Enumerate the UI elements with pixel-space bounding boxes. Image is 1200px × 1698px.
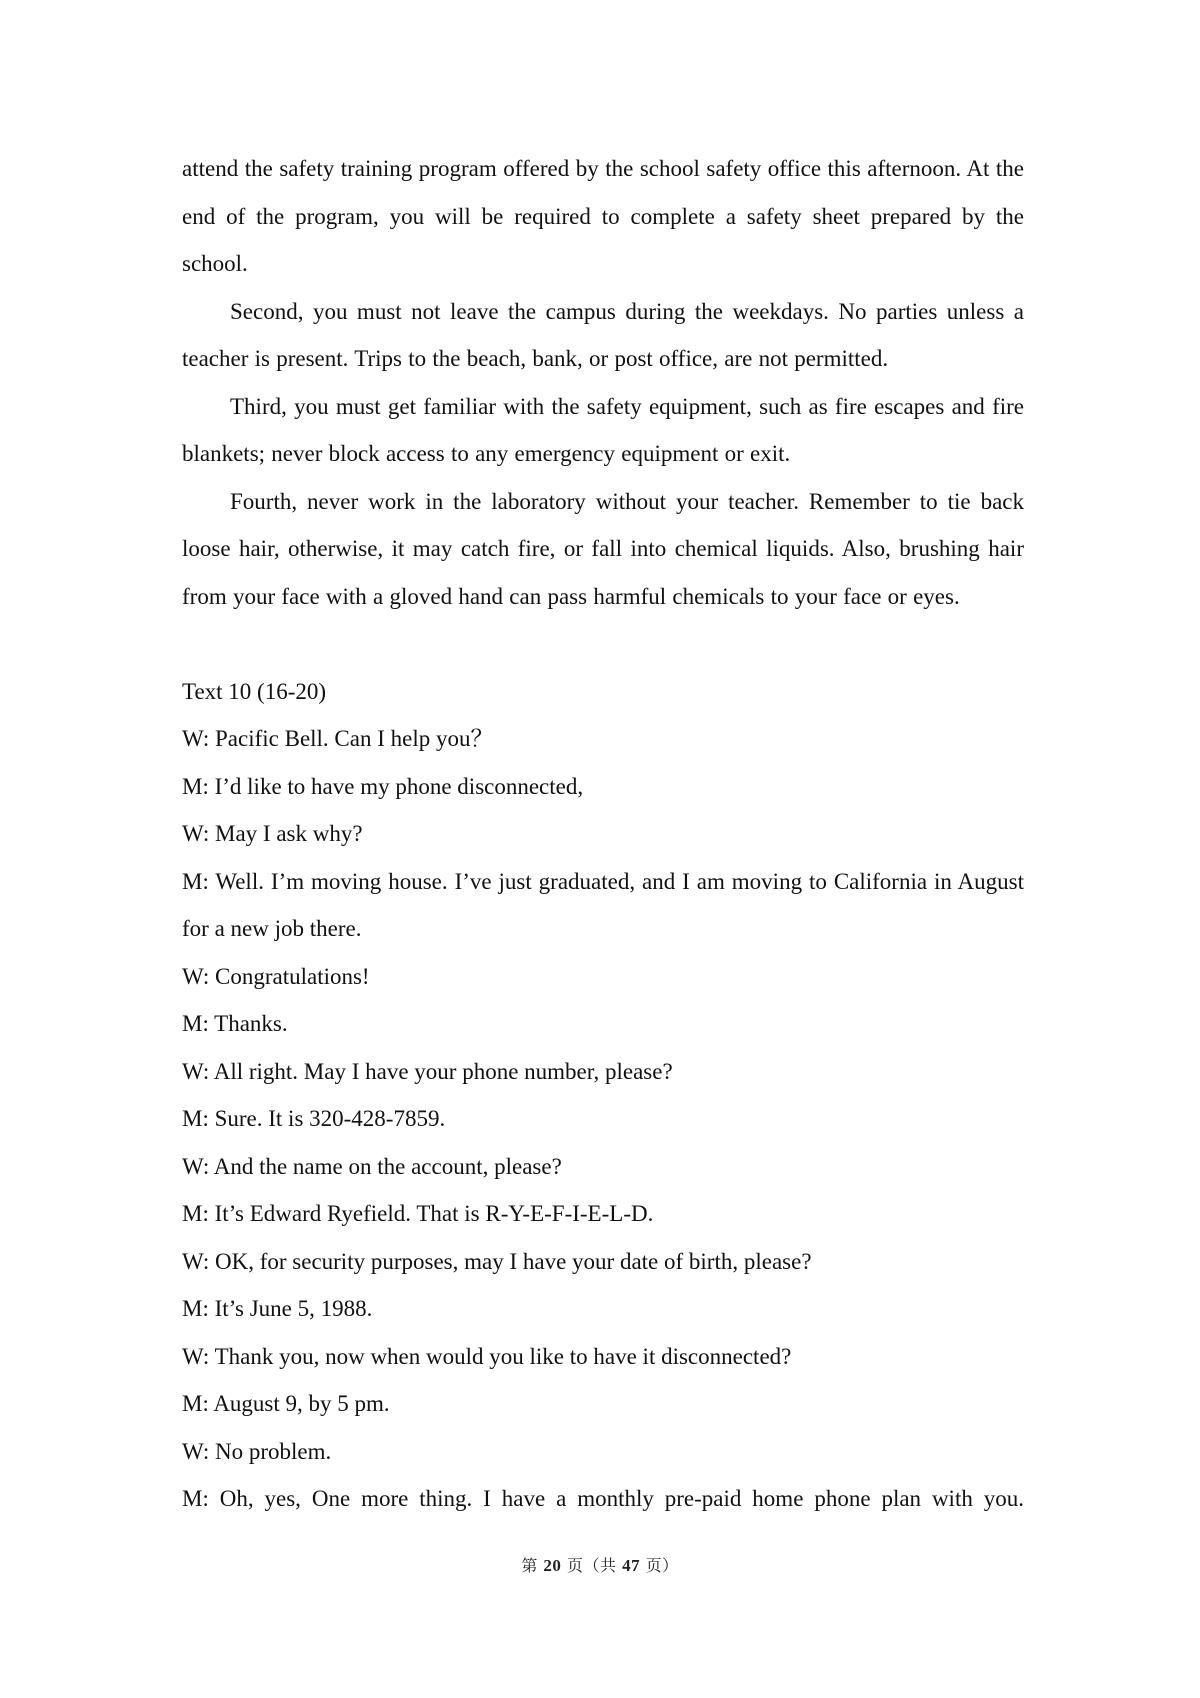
page-footer xyxy=(0,1553,1200,1576)
dialogue-line: M: Well. I’m moving house. I’ve just graduated, and I am moving to California in August for a new job there. xyxy=(182,868,1024,941)
text-heading: Text 10 (16-20) xyxy=(182,678,327,704)
dialogue-line: W: Pacific Bell. Can I help you？ xyxy=(182,726,494,751)
dialogue-line: M: Sure. It is 320-428-7859. xyxy=(182,1106,446,1131)
footer-prefix: 第 xyxy=(521,1556,544,1575)
paragraph-safety-training: attend the safety training program offered by the school safety office this afternoon. At the end of the program, you will be required to complete a safety sheet prepared by the school. xyxy=(182,156,1024,276)
footer-middle: 页（共 xyxy=(561,1556,623,1575)
page-body xyxy=(182,145,1024,1523)
dialogue-line: W: No problem. xyxy=(182,1438,332,1464)
dialogue-line: M: Thanks. xyxy=(182,1011,288,1036)
footer-total-pages: 47 xyxy=(622,1556,641,1575)
footer-suffix: 页） xyxy=(640,1556,679,1575)
dialogue-line: W: And the name on the account, please? xyxy=(182,1153,562,1179)
dialogue-line: W: May I ask why? xyxy=(182,821,363,846)
section-gap xyxy=(182,620,1024,668)
paragraph-rule-second: Second, you must not leave the campus during the weekdays. No parties unless a teacher is present. Trips to the beach, bank, or post office, are not permitted. xyxy=(182,298,1024,371)
dialogue-line: W: Thank you, now when would you like to have it disconnected? xyxy=(182,1343,792,1369)
dialogue-line: M: It’s Edward Ryefield. That is R-Y-E-F-I-E-L-D. xyxy=(182,1201,654,1226)
dialogue-line: M: It’s June 5, 1988. xyxy=(182,1296,373,1321)
dialogue-line: W: All right. May I have your phone number, please? xyxy=(182,1058,673,1084)
paragraph-rule-third: Third, you must get familiar with the safety equipment, such as fire escapes and fire blankets; never block access to any emergency equipment or exit. xyxy=(182,393,1024,466)
dialogue-line: M: I’d like to have my phone disconnected, xyxy=(182,773,584,799)
dialogue-line: W: OK, for security purposes, may I have your date of birth, please? xyxy=(182,1248,812,1274)
dialogue-line: M: August 9, by 5 pm. xyxy=(182,1391,390,1416)
footer-page-number: 20 xyxy=(543,1556,562,1575)
dialogue-line: W: Congratulations! xyxy=(182,963,370,989)
dialogue-line: M: Oh, yes, One more thing. I have a monthly pre-paid home phone plan with you. xyxy=(182,1486,1024,1511)
paragraph-rule-fourth: Fourth, never work in the laboratory without your teacher. Remember to tie back loose hair, otherwise, it may catch fire, or fall into chemical liquids. Also, brushing hair from your face with a gloved hand can pass harmful chemicals to your face or eyes. xyxy=(182,488,1024,609)
